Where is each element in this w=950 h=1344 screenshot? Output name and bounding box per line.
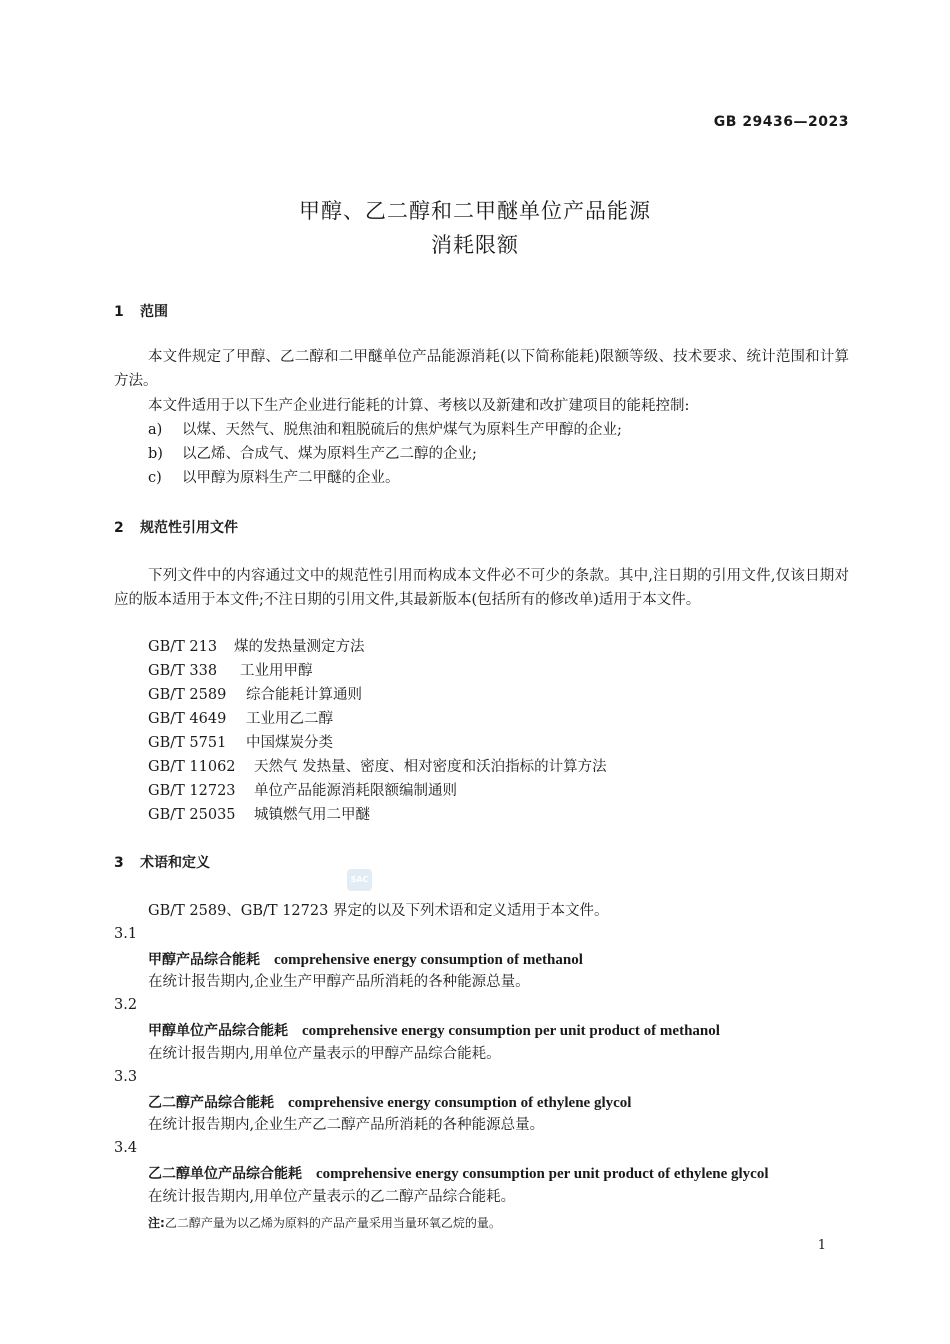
list-marker: a) <box>148 422 163 438</box>
references-paragraph: 下列文件中的内容通过文中的规范性引用而构成本文件必不可少的条款。其中,注日期的引用文件,仅该日期对应的版本适用于本文件;不注日期的引用文件,其最新版本(包括所有的修改单)适用于本文件。 <box>114 568 849 608</box>
scope-applicability: 本文件适用于以下生产企业进行能耗的计算、考核以及新建和改扩建项目的能耗控制: <box>148 398 690 414</box>
sac-watermark-logo: SAC <box>347 869 372 891</box>
list-item <box>148 466 400 490</box>
section-title: 范围 <box>140 304 168 320</box>
document-title-line1: 甲醇、乙二醇和二甲醚单位产品能源 <box>299 199 651 223</box>
reference-code: GB/T 338 <box>148 663 218 679</box>
note-label: 注: <box>148 1216 165 1230</box>
reference-item <box>148 731 333 755</box>
reference-title: 工业用甲醇 <box>240 663 313 679</box>
term-definition: 在统计报告期内,企业生产乙二醇产品所消耗的各种能源总量。 <box>148 1117 545 1133</box>
section-number: 3 <box>114 855 124 871</box>
term-zh: 乙二醇单位产品综合能耗 <box>148 1166 302 1182</box>
section-number: 1 <box>114 304 124 320</box>
reference-code: GB/T 4649 <box>148 711 227 727</box>
reference-title: 天然气 发热量、密度、相对密度和沃泊指标的计算方法 <box>254 759 607 775</box>
term-heading <box>148 1020 720 1040</box>
section-number: 2 <box>114 520 124 536</box>
reference-code: GB/T 12723 <box>148 783 236 799</box>
list-marker: b) <box>148 446 163 462</box>
section-heading-normative-references <box>114 517 238 537</box>
reference-code: GB/T 2589 <box>148 687 227 703</box>
term-heading <box>148 1092 631 1112</box>
term-zh: 甲醇单位产品综合能耗 <box>148 1023 288 1039</box>
section-heading-scope <box>114 301 168 321</box>
term-heading <box>148 949 583 969</box>
term-en: comprehensive energy consumption of methanol <box>274 952 583 968</box>
term-en: comprehensive energy consumption per unit product of ethylene glycol <box>316 1166 769 1182</box>
page-number: 1 <box>817 1238 826 1253</box>
term-zh: 甲醇产品综合能耗 <box>148 952 260 968</box>
term-en: comprehensive energy consumption of ethylene glycol <box>288 1095 632 1111</box>
section-heading-terms-definitions <box>114 852 210 872</box>
reference-title: 工业用乙二醇 <box>246 711 333 727</box>
term-number: 3.2 <box>114 997 138 1013</box>
scope-paragraph: 本文件规定了甲醇、乙二醇和二甲醚单位产品能源消耗(以下简称能耗)限额等级、技术要求、统计范围和计算方法。 <box>114 349 849 389</box>
term-heading <box>148 1163 769 1183</box>
note <box>148 1214 501 1231</box>
term-number: 3.1 <box>114 926 138 942</box>
term-number: 3.4 <box>114 1140 138 1156</box>
section-title: 术语和定义 <box>140 855 210 871</box>
term-zh: 乙二醇产品综合能耗 <box>148 1095 274 1111</box>
reference-item <box>148 707 333 731</box>
term-en: comprehensive energy consumption per unit product of methanol <box>302 1023 720 1039</box>
section-title: 规范性引用文件 <box>140 520 238 536</box>
reference-item <box>148 635 365 659</box>
reference-title: 煤的发热量测定方法 <box>234 639 365 655</box>
reference-title: 中国煤炭分类 <box>246 735 333 751</box>
term-definition: 在统计报告期内,用单位产量表示的乙二醇产品综合能耗。 <box>148 1189 516 1205</box>
reference-item <box>148 683 362 707</box>
reference-title: 城镇燃气用二甲醚 <box>254 807 370 823</box>
reference-title: 单位产品能源消耗限额编制通则 <box>254 783 457 799</box>
list-item <box>148 442 477 466</box>
note-text: 乙二醇产量为以乙烯为原料的产品产量采用当量环氧乙烷的量。 <box>164 1216 501 1230</box>
list-marker: c) <box>148 470 162 486</box>
reference-item <box>148 755 607 779</box>
document-title-line2: 消耗限额 <box>431 233 519 257</box>
term-definition: 在统计报告期内,企业生产甲醇产品所消耗的各种能源总量。 <box>148 974 530 990</box>
terms-intro: GB/T 2589、GB/T 12723 界定的以及下列术语和定义适用于本文件。 <box>148 903 609 919</box>
reference-code: GB/T 5751 <box>148 735 227 751</box>
reference-code: GB/T 11062 <box>148 759 236 775</box>
term-definition: 在统计报告期内,用单位产量表示的甲醇产品综合能耗。 <box>148 1046 501 1062</box>
standard-code: GB 29436—2023 <box>713 114 849 130</box>
reference-code: GB/T 25035 <box>148 807 236 823</box>
reference-item <box>148 779 457 803</box>
reference-title: 综合能耗计算通则 <box>246 687 362 703</box>
list-item <box>148 418 622 442</box>
list-item-text: 以甲醇为原料生产二甲醚的企业。 <box>182 470 400 486</box>
list-item-text: 以乙烯、合成气、煤为原料生产乙二醇的企业; <box>182 446 477 462</box>
reference-code: GB/T 213 <box>148 639 218 655</box>
reference-item <box>148 803 370 827</box>
reference-item <box>148 659 313 683</box>
term-number: 3.3 <box>114 1069 138 1085</box>
list-item-text: 以煤、天然气、脱焦油和粗脱硫后的焦炉煤气为原料生产甲醇的企业; <box>182 422 622 438</box>
